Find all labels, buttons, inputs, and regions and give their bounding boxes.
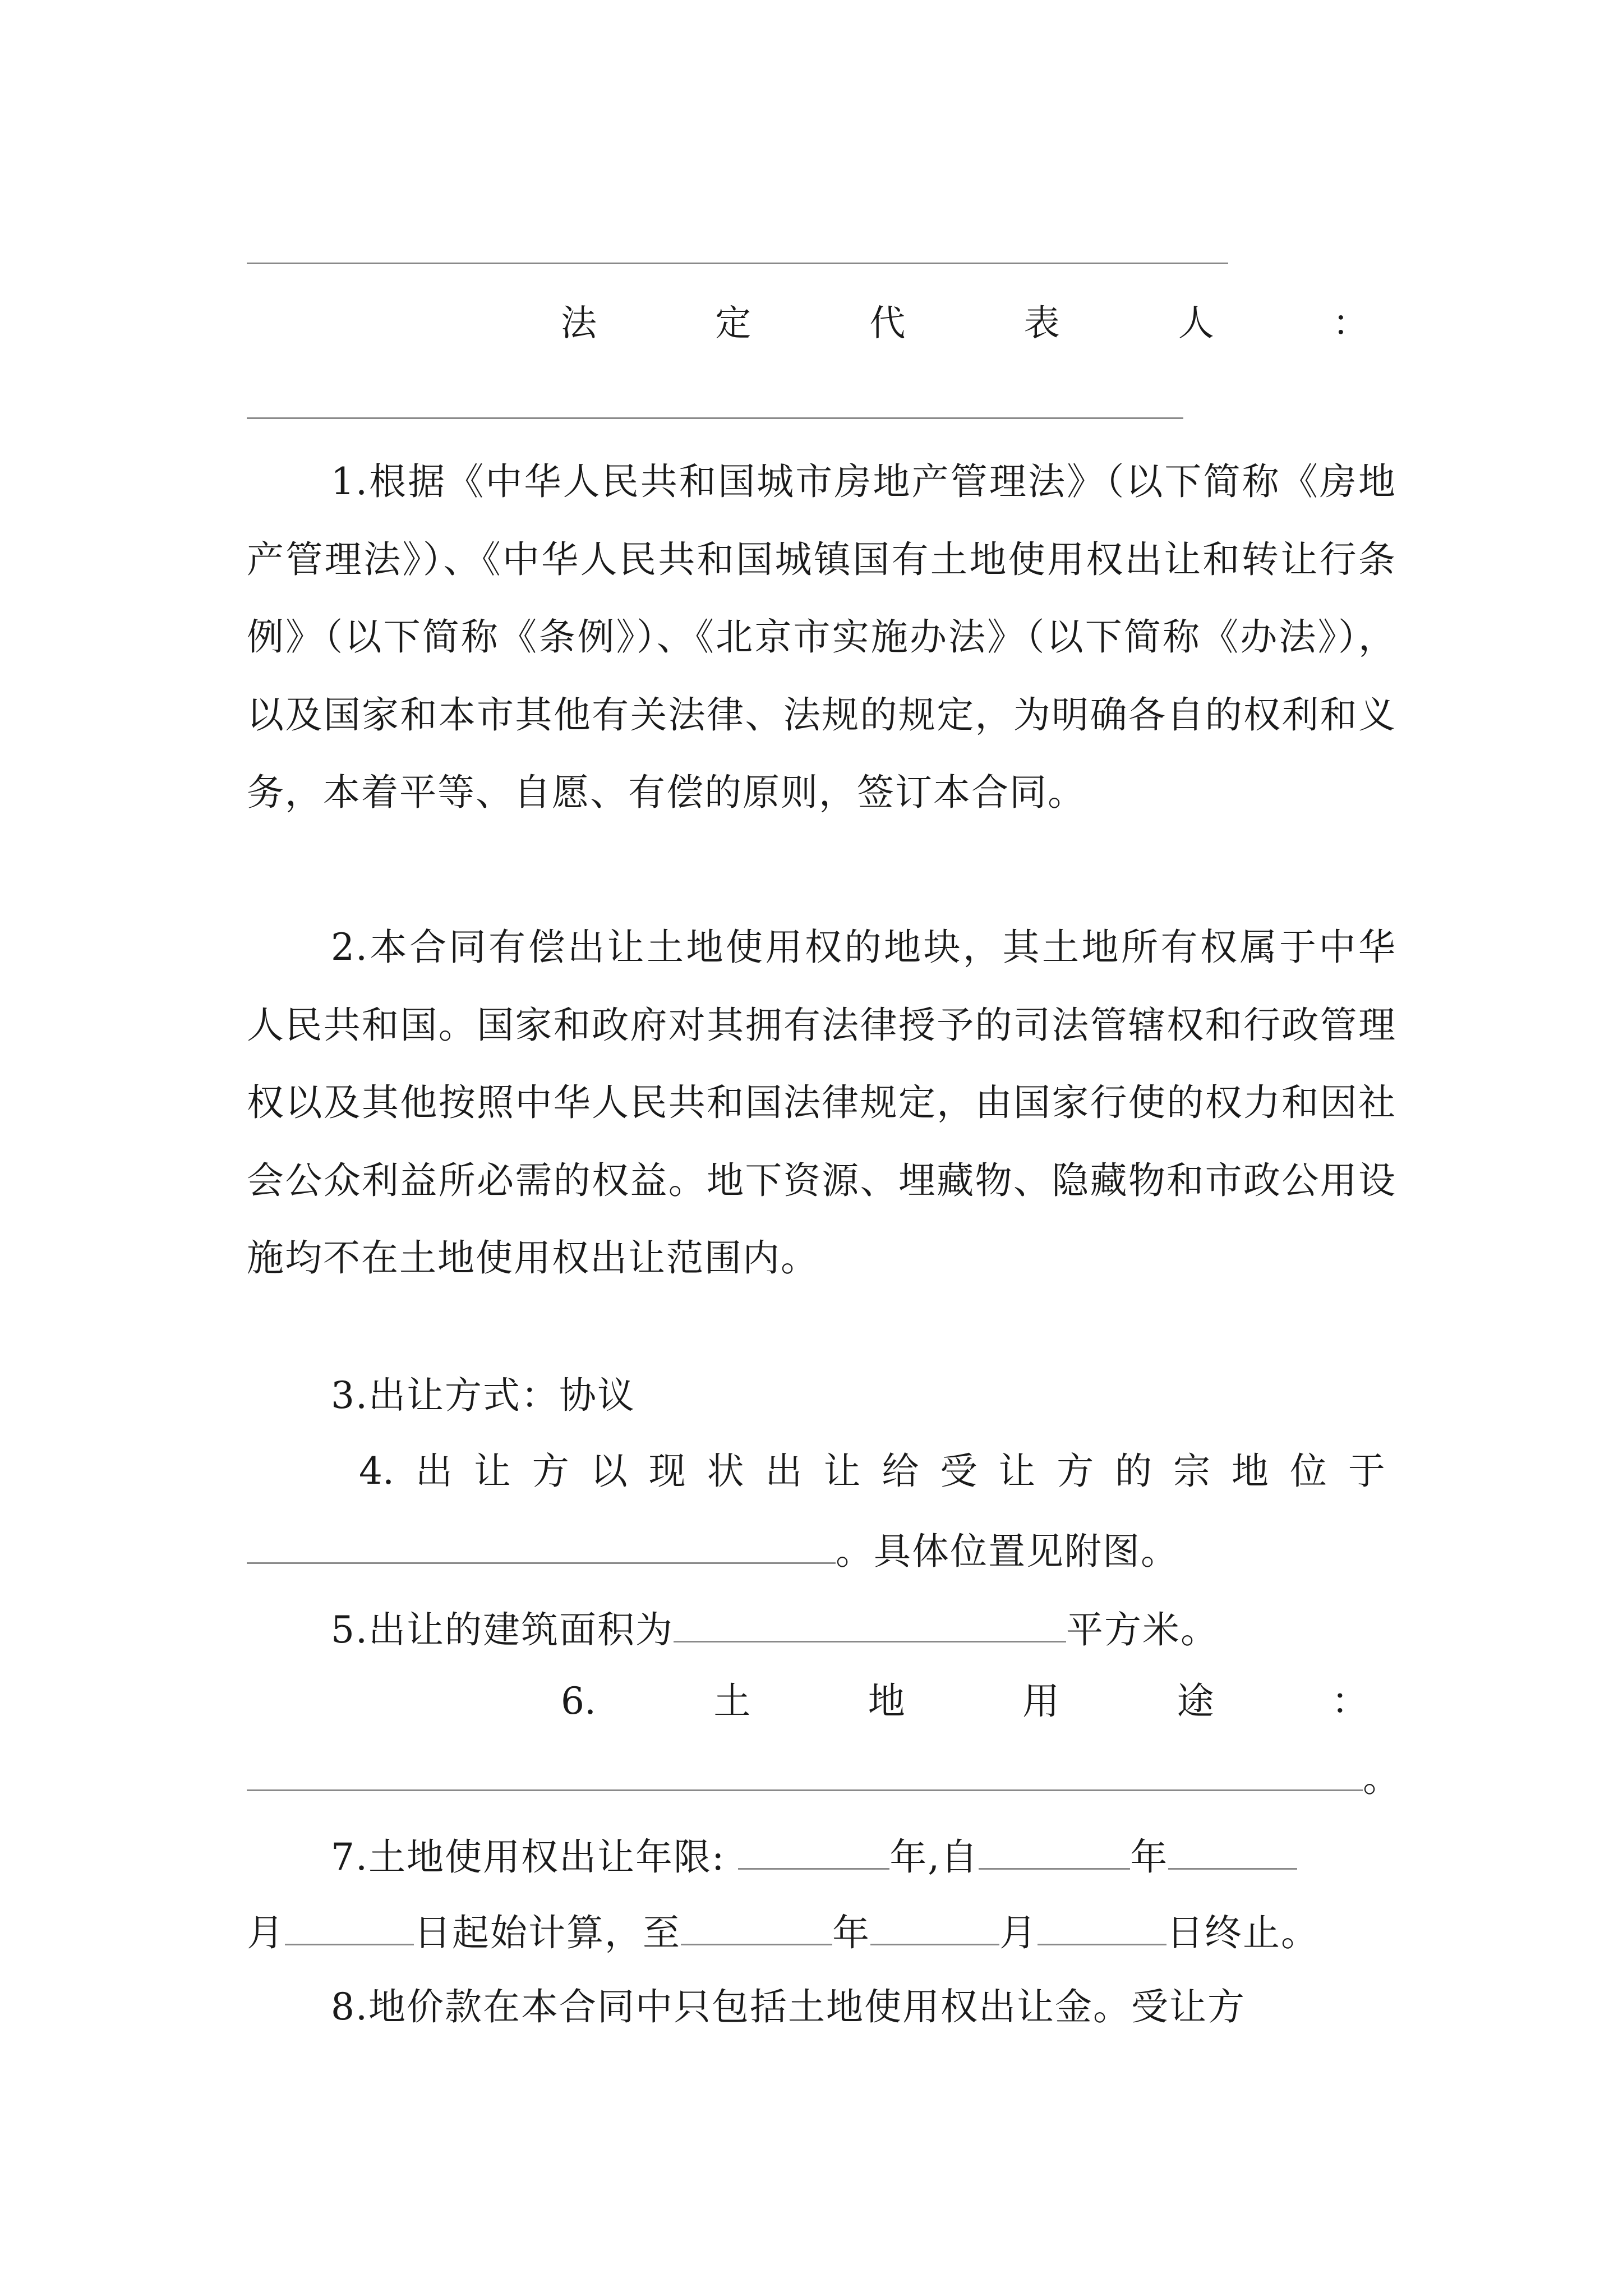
legal-rep-signature-rule bbox=[247, 417, 1183, 419]
legal-rep-char: 法 bbox=[561, 303, 597, 344]
clause-4-char: 让 bbox=[998, 1450, 1036, 1493]
clause-4-char: 地 bbox=[1232, 1450, 1269, 1493]
clause-6-end: 。 bbox=[1363, 1757, 1401, 1800]
clause-6-char: 地 bbox=[868, 1680, 905, 1723]
clause-4-char: 出 bbox=[415, 1450, 453, 1493]
clause-4-char: 受 bbox=[940, 1450, 978, 1493]
clause-1: 1.根据《中华人民共和国城市房地产管理法》（以下简称《房地产管理法》）、《中华人民共和国城镇国有土地使用权出让和转让行条例》（以下简称《条例》）、《北京市实施办法》（以下简称《办法》），以及国家和本市其他有关法律、法规的规定，为明确各自的权利和义务，本着平等、自愿、有偿的原则，签订本合同。 bbox=[247, 460, 1396, 814]
building-area-blank[interactable] bbox=[674, 1607, 1066, 1642]
end-month-blank[interactable] bbox=[870, 1910, 999, 1945]
clause-4-char: 方 bbox=[1057, 1450, 1094, 1493]
clause-6-char: 土 bbox=[713, 1680, 751, 1723]
clause-7-line-1 bbox=[331, 1834, 1297, 1879]
clause-5-suffix: 平方米。 bbox=[1066, 1608, 1219, 1651]
clause-7-year-from: 年,自 bbox=[889, 1835, 979, 1879]
clause-4-char: 方 bbox=[532, 1450, 569, 1493]
clause-4-line-1 bbox=[359, 1450, 1385, 1493]
clause-4-char: 位 bbox=[1289, 1450, 1327, 1493]
clause-6-char: 6. bbox=[561, 1680, 596, 1723]
start-day-blank[interactable] bbox=[285, 1910, 414, 1945]
legal-rep-char: ： bbox=[1332, 303, 1368, 344]
clause-4-char: 让 bbox=[473, 1450, 511, 1493]
clause-4-line-2 bbox=[247, 1529, 1179, 1573]
clause-4-char: 出 bbox=[765, 1450, 803, 1493]
end-year-blank[interactable] bbox=[681, 1910, 832, 1945]
clause-4-char: 状 bbox=[707, 1450, 744, 1493]
legal-rep-char: 表 bbox=[1023, 303, 1060, 344]
legal-rep-char: 人 bbox=[1178, 303, 1214, 344]
clause-5 bbox=[331, 1607, 1219, 1649]
clause-6-line-1 bbox=[561, 1680, 1368, 1723]
clause-7-month-label: 月 bbox=[247, 1911, 285, 1954]
clause-4-char: 给 bbox=[882, 1450, 919, 1493]
clause-6-char: ： bbox=[1331, 1680, 1368, 1723]
clause-3: 3.出让方式：协议 bbox=[331, 1374, 635, 1417]
clause-7-month-label-2: 月 bbox=[999, 1911, 1038, 1954]
clause-4-char: 现 bbox=[648, 1450, 686, 1493]
start-month-blank[interactable] bbox=[1168, 1834, 1297, 1870]
clause-4-char: 4. bbox=[359, 1450, 394, 1493]
term-years-blank[interactable] bbox=[738, 1834, 889, 1870]
clause-7-year-label: 年 bbox=[1130, 1835, 1169, 1879]
start-year-blank[interactable] bbox=[979, 1834, 1130, 1870]
clause-7-line-2 bbox=[247, 1910, 1319, 1952]
land-use-blank[interactable] bbox=[247, 1756, 1363, 1791]
clause-4-tail: 。具体位置见附图。 bbox=[836, 1530, 1179, 1573]
clause-7-day-start: 日起始计算，至 bbox=[414, 1911, 681, 1954]
legal-rep-char: 代 bbox=[869, 303, 906, 344]
clause-5-prefix: 5.出让的建筑面积为 bbox=[331, 1608, 674, 1651]
clause-2: 2.本合同有偿出让土地使用权的地块，其土地所有权属于中华人民共和国。国家和政府对其拥有法律授予的司法管辖权和行政管理权以及其他按照中华人民共和国法律规定，由国家行使的权力和因社会公众利益所必需的权益。地下资源、埋藏物、隐藏物和市政公用设施均不在土地使用权出让范围内。 bbox=[247, 926, 1396, 1280]
legal-rep-char: 定 bbox=[715, 303, 751, 344]
clause-6-char: 途 bbox=[1177, 1680, 1214, 1723]
clause-7-prefix: 7.土地使用权出让年限: bbox=[331, 1835, 726, 1879]
clause-7-day-end: 日终止。 bbox=[1166, 1911, 1319, 1954]
clause-6-line-2 bbox=[247, 1756, 1401, 1800]
clause-4-char: 的 bbox=[1115, 1450, 1152, 1493]
clause-4-char: 以 bbox=[590, 1450, 628, 1493]
clause-6-char: 用 bbox=[1022, 1680, 1060, 1723]
location-blank[interactable] bbox=[247, 1529, 836, 1564]
clause-8: 8.地价款在本合同中只包括土地使用权出让金。受让方 bbox=[331, 1985, 1246, 2028]
clause-4-char: 让 bbox=[823, 1450, 861, 1493]
clause-4-char: 于 bbox=[1348, 1450, 1385, 1493]
legal-representative-label bbox=[561, 303, 1368, 344]
clause-7-year-label-2: 年 bbox=[832, 1911, 870, 1954]
end-day-blank[interactable] bbox=[1038, 1910, 1166, 1945]
top-signature-rule bbox=[247, 263, 1228, 264]
clause-4-char: 宗 bbox=[1173, 1450, 1211, 1493]
